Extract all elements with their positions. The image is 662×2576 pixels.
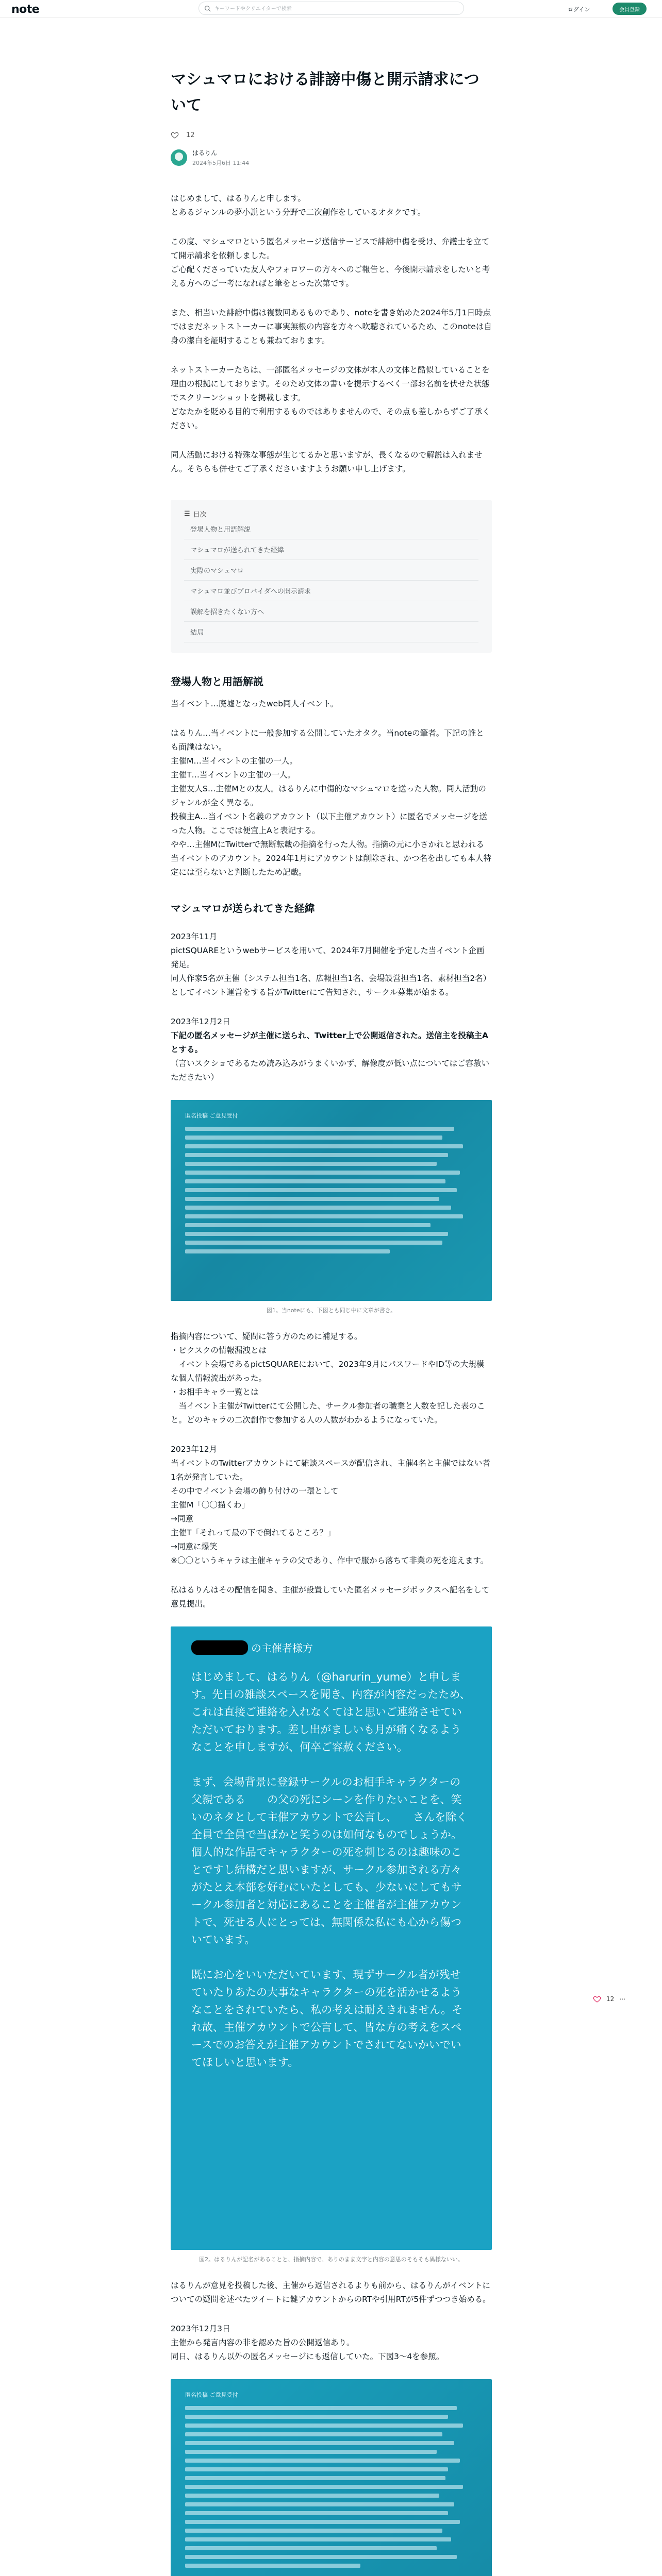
author-name[interactable]: はるりん	[192, 149, 218, 157]
toc-item[interactable]: マシュマロ並びプロバイダへの開示請求	[184, 581, 478, 601]
screenshot-paragraph: はじめまして、はるりん（@harurin_yume）と申します。先日の雑談スペースを聞き、内容が内容だったため、これは直接ご連絡を入れなくてはと思いご連絡させていただいております。差し出がましいも月が痛くなるようなことを申しますが、何卒ご容赦ください。	[191, 1671, 471, 1753]
search-box[interactable]	[198, 2, 464, 15]
redaction-mark	[191, 1640, 248, 1655]
paragraph	[171, 930, 492, 999]
article	[171, 67, 492, 2576]
paragraph-line: pictSQUAREというwebサービスを用いて、2024年7月開催を予定した当イベント企画発足。	[171, 946, 485, 969]
date-line: 2023年12月	[171, 1445, 218, 1454]
paragraph-line: 主催から発言内容の非を認めた旨の公開返信あり。	[171, 2338, 355, 2347]
section-heading: 登場人物と用語解説	[171, 675, 263, 688]
article-title: マシュマロにおける誹謗中傷と開示請求について	[171, 71, 479, 114]
paragraph-line: 当イベント主催がTwitterにて公開した、サークル参加者の職業と人数を記した表のこと。どのキャラの二次創作で参加する人の人数がわかるようになっていた。	[171, 1401, 485, 1425]
screenshot-paragraph: まず、会場背景に登録サークルのお相手キャラクターの父親である の父の死にシーンを作りたいことを、笑いのネタとして主催アカウントで公言し、 さんを除く全員で全員で当ばかと笑うのは如何なものでしょうか。個人的な作品でキャラクターの死を刺じるのは趣味のことですし結構だと思いますが、サークル参加される方々がたとえ本部を好むにいたとしても、少ないにしてもサークル参加者と対応にあることを主催者が主催アカウントで、死せる人にとっては、無関係な私にも心から傷ついています。	[191, 1776, 468, 1946]
paragraph-line: はるりん…当イベントに一般参加する公開していたオタク。当noteの筆者。下記の誰とも面識はない。	[171, 728, 484, 752]
bold-text: 下記の匿名メッセージが主催に送られ、Twitter上で公開返信された。送信主を投稿主Aとする。	[171, 1031, 488, 1054]
date-line: 2023年12月2日	[171, 1017, 230, 1026]
screenshot-image[interactable]	[171, 1100, 492, 1301]
note-logo[interactable]: note	[11, 3, 40, 16]
screenshot-header-text: の主催者様方	[251, 1642, 313, 1654]
image-caption: 図2。はるりんが記名があることと、指摘内容で、ありのまま文字と内容の意思のそもそも異様ないい。	[199, 2256, 464, 2263]
toc-item[interactable]: マシュマロが送られてきた経緯	[184, 539, 478, 560]
post-date: 2024年5月6日 11:44	[192, 160, 250, 166]
toc-item[interactable]: 結局	[184, 622, 478, 642]
paragraph-line: 主催M…当イベントの主催の一人。	[171, 756, 297, 766]
paragraph-line: 主催友人S…主催Mとの友人。はるりんに中傷的なマシュマロを送った人物。同人活動のジャンルが全く異なる。	[171, 784, 486, 807]
floating-like-count: 12	[606, 1995, 615, 2003]
paragraph-line: ご心配くださっていた友人やフォロワーの方々へのご報告と、今後開示請求をしたいと考える方へのご一考になればと筆をとった次第です。	[171, 265, 490, 288]
paragraph-line: 主催T「それって最の下で倒れてるところ？」	[171, 1528, 336, 1537]
paragraph-line: 主催M「〇〇描くわ」	[171, 1500, 250, 1510]
screenshot-image[interactable]	[171, 1626, 492, 2250]
top-navigation-bar	[0, 0, 662, 18]
author-block[interactable]	[171, 148, 492, 167]
intro-line: はじめまして、はるりんと申します。	[171, 194, 306, 203]
paragraph-line: どなたかを貶める目的で利用するものではありませんので、その点も差しからずご了承ください。	[171, 407, 490, 430]
paragraph-line: ・お相手キャラ一覧とは	[171, 1387, 259, 1397]
paragraph	[171, 2322, 492, 2364]
paragraph: 私はるりんはその配信を聞き、主催が設置していた匿名メッセージボックスへ記名をして意見提出。	[171, 1585, 490, 1608]
like-count: 12	[186, 131, 195, 139]
article-meta	[171, 131, 492, 139]
paragraph	[171, 1015, 492, 1084]
paragraph	[171, 363, 492, 433]
screenshot-paragraph: 既にお心をいいただいています、現ずサークル者が残せていたりあたの大事なキャラクターの死を活かせるようなことをされていたら、私の考えは耐えきれません。それ故、主催アカウントで公言して、皆な方の考えをスペースでのお答えが主催アカウントでされてないかいでいてほしいと思います。	[191, 1969, 463, 2069]
signup-button[interactable]: 会員登録	[613, 3, 647, 15]
screenshot-header: 匿名投稿 ご意見受付	[185, 1112, 238, 1119]
paragraph-line: →同意	[171, 1514, 193, 1523]
paragraph: はるりんが意見を投稿した後、主催から返信されるよりも前から、はるりんがイベントについての疑問を述べたツイートに鍵アカウントからのRTや引用RTが5件ずつつき始める。	[171, 2281, 491, 2304]
paragraph-line: （言いスクショであるため読み込みがうまくいかず、解像度が低い点についてはご容赦いただきたい）	[171, 1059, 490, 1082]
date-line: 2023年12月3日	[171, 2324, 230, 2333]
more-options-icon[interactable]: ⋯	[619, 1995, 626, 2003]
floating-like-widget	[593, 1995, 625, 2003]
toc-item[interactable]: 誤解を招きたくない方へ	[184, 601, 478, 622]
toc-item[interactable]: 実際のマシュマロ	[184, 560, 478, 581]
search-icon	[204, 5, 211, 12]
paragraph-line: この度、マシュマロという匿名メッセージ送信サービスで誹謗中傷を受け、弁護士を立てて開示請求を依頼しました。	[171, 237, 490, 260]
paragraph-line: 同人作家5名が主催（システム担当1名、広報担当1名、会場設営担当1名、素材担当2名）としてイベント運営をする旨がTwitterにて告知され、サークル募集が始まる。	[171, 974, 491, 997]
paragraph-line: ・ピクスクの情報漏洩とは	[171, 1346, 267, 1355]
screenshot-image[interactable]	[171, 2379, 492, 2576]
intro-line: とあるジャンルの夢小説という分野で二次創作をしているオタクです。	[171, 208, 426, 217]
paragraph-line: 同日、はるりん以外の匿名メッセージにも返信していた。下図3～4を参照。	[171, 2352, 444, 2361]
paragraph-line: ※〇〇というキャラは主催キャラの父であり、作中で服から落ちて非業の死を迎えます。	[171, 1556, 489, 1565]
screenshot-text-lines	[185, 1127, 477, 1253]
heart-icon[interactable]	[171, 131, 179, 139]
toc-title-label: 目次	[193, 511, 207, 519]
list-icon: ☰	[184, 510, 190, 518]
toc-item[interactable]: 登場人物と用語解説	[184, 519, 478, 539]
screenshot-header: 匿名投稿 ご意見受付	[185, 2392, 238, 2398]
paragraph	[171, 726, 492, 879]
toc-title[interactable]	[184, 509, 478, 519]
paragraph	[171, 235, 492, 291]
paragraph-line: 投稿主A…当イベント名義のアカウント（以下主催アカウント）に匿名でメッセージを送った人物。ここでは便宜上Aと表記する。	[171, 812, 487, 835]
paragraph-line: その中でイベント会場の飾り付けの一環として	[171, 1486, 339, 1496]
intro-paragraph	[171, 192, 492, 219]
search-input[interactable]	[214, 4, 457, 13]
screenshot-text-lines	[185, 2406, 477, 2568]
heart-icon[interactable]	[593, 1995, 601, 2003]
paragraph: 同人活動における特殊な事態が生じてるかと思いますが、長くなるので解説は入れません。そちらも併せてご了承くださいますようお願い申し上げます。	[171, 450, 483, 473]
screenshot-header	[191, 1640, 471, 1655]
paragraph-line: 当イベントのTwitterアカウントにて雑談スペースが配信され、主催4名と主催ではない者1名が発言していた。	[171, 1459, 490, 1482]
paragraph	[171, 1443, 492, 1568]
paragraph: 当イベント…廃墟となったweb同人イベント。	[171, 699, 339, 708]
table-of-contents	[171, 500, 492, 653]
screenshot-body	[191, 1668, 471, 2071]
paragraph-line: やや…主催MにTwitterで無断転載の指摘を行った人物。指摘の元に小さかれと思われる当イベントのアカウント。2024年1月にアカウントは削除され、かつ名を出しても本人特定には至らないと判断したため記載。	[171, 840, 492, 877]
paragraph-line: ネットストーカーたちは、一部匿名メッセージの文体が本人の文体と酷似していることを理由の根拠にしております。そのため文体の書いを提示するべく一部お名前を伏せた状態でスクリーンショットを掲載します。	[171, 365, 490, 402]
paragraph-line: 主催T…当イベントの主催の一人。	[171, 770, 295, 779]
date-line: 2023年11月	[171, 932, 218, 941]
paragraph-line: イベント会場であるpictSQUAREにおいて、2023年9月にパスワードやID等の大規模な個人情報流出があった。	[171, 1360, 485, 1383]
paragraph-line: →同意に爆笑	[171, 1542, 218, 1551]
paragraph: また、相当いた誹謗中傷は複数回あるものであり、noteを書き始めた2024年5月1日時点ではまだネットストーカーに事実無根の内容を方々へ吹聴されているため、このnoteは自身の潔白を証明することも兼ねております。	[171, 308, 492, 345]
paragraph	[171, 1330, 492, 1427]
paragraph-line: 指摘内容について、疑問に答う方のために補足する。	[171, 1332, 362, 1341]
avatar[interactable]	[171, 149, 187, 166]
login-link[interactable]: ログイン	[568, 6, 590, 13]
section-heading: マシュマロが送られてきた経緯	[171, 902, 315, 914]
image-caption: 図1。当noteにも、下図とも同じ中に文章が書き。	[266, 1307, 396, 1314]
